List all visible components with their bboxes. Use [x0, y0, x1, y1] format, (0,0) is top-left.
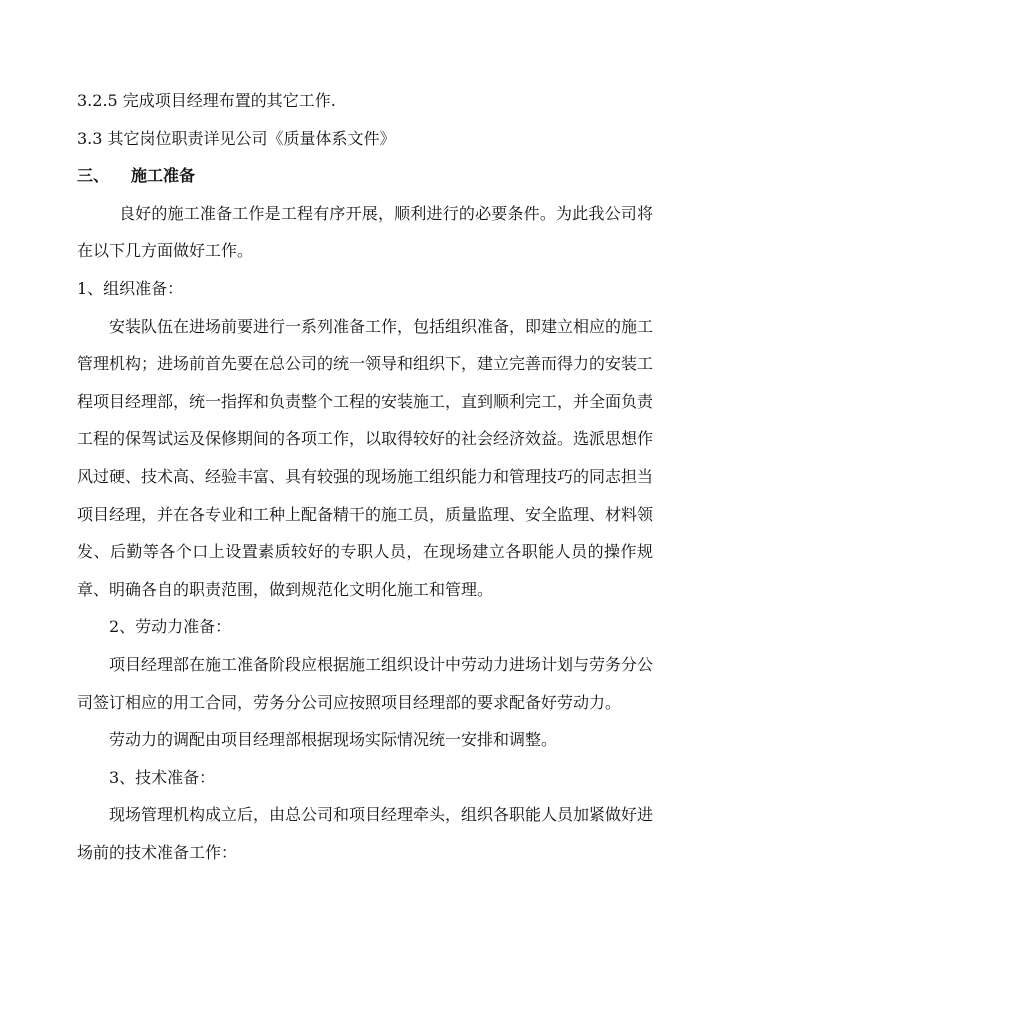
tech-prep-paragraph: 现场管理机构成立后，由总公司和项目经理牵头，组织各职能人员加紧做好进场前的技术准备工作： [77, 805, 654, 862]
section-number: 三、 [77, 166, 110, 186]
tech-prep-title: 3、技术准备： [109, 767, 216, 787]
labor-prep-paragraph-2: 劳动力的调配由项目经理部根据现场实际情况统一安排和调整。 [109, 730, 558, 750]
org-prep-title: 1、组织准备： [77, 278, 184, 298]
clause-3-2-5: 3.2.5 完成项目经理布置的其它工作. [77, 91, 336, 110]
clause-3-3: 3.3 其它岗位职责详见公司《质量体系文件》 [77, 128, 396, 148]
section-title: 施工准备 [131, 166, 196, 186]
section-heading [77, 157, 653, 195]
intro-paragraph: 良好的施工准备工作是工程有序开展，顺利进行的必要条件。为此我公司将在以下几方面做好工作。 [77, 203, 653, 261]
labor-prep-title: 2、劳动力准备： [109, 617, 232, 637]
labor-prep-paragraph-1: 项目经理部在施工准备阶段应根据施工组织设计中劳动力进场计划与劳务分公司签订相应的用工合同，劳务分公司应按照项目经理部的要求配备好劳动力。 [77, 654, 654, 712]
document-body [77, 82, 653, 871]
org-prep-paragraph: 安装队伍在进场前要进行一系列准备工作，包括组织准备，即建立相应的施工管理机构；进场前首先要在总公司的统一领导和组织下，建立完善而得力的安装工程项目经理部，统一指挥和负责整个工程的安装施工，直到顺利完工，并全面负责工程的保驾试运及保修期间的各项工作，以取得较好的社会经济效益。选派思想作风过硬、技术高、经验丰富、具有较强的现场施工组织能力和管理技巧的同志担当项目经理，并在各专业和工种上配备精干的施工员，质量监理、安全监理、材料领发、后勤等各个口上设置素质较好的专职人员，在现场建立各职能人员的操作规章、明确各自的职责范围，做到规范化文明化施工和管理。 [77, 316, 654, 599]
